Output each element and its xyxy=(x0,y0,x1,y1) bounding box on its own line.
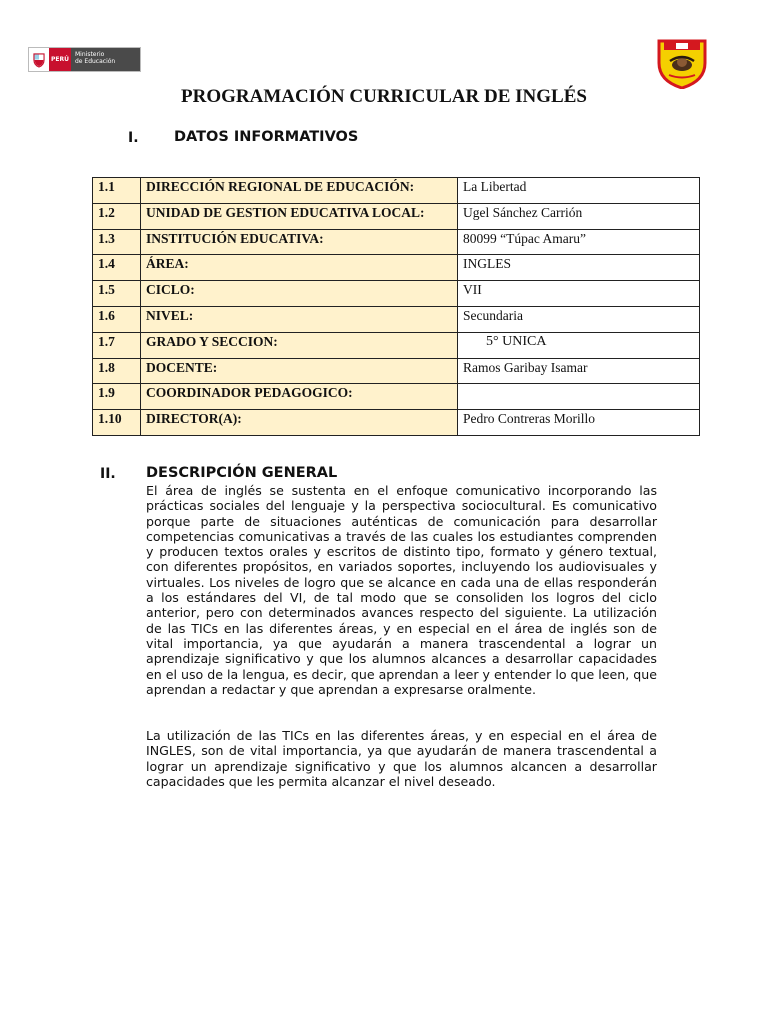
row-number: 1.1 xyxy=(93,178,141,204)
minedu-name xyxy=(71,48,140,71)
row-value: 5° UNICA xyxy=(458,332,700,358)
info-table xyxy=(92,177,700,436)
table-row xyxy=(93,229,700,255)
row-number: 1.6 xyxy=(93,306,141,332)
row-number: 1.5 xyxy=(93,281,141,307)
row-number: 1.9 xyxy=(93,384,141,410)
row-label: UNIDAD DE GESTION EDUCATIVA LOCAL: xyxy=(141,203,458,229)
table-row xyxy=(93,384,700,410)
row-label: DIRECTOR(A): xyxy=(141,410,458,436)
row-value: Pedro Contreras Morillo xyxy=(458,410,700,436)
row-label: ÁREA: xyxy=(141,255,458,281)
row-value: Ramos Garibay Isamar xyxy=(458,358,700,384)
section-2-number: II. xyxy=(100,466,116,482)
minedu-logo xyxy=(28,47,141,72)
row-label: INSTITUCIÓN EDUCATIVA: xyxy=(141,229,458,255)
table-row xyxy=(93,332,700,358)
table-row xyxy=(93,281,700,307)
row-number: 1.7 xyxy=(93,332,141,358)
row-label: DOCENTE: xyxy=(141,358,458,384)
peru-coat-of-arms-icon xyxy=(29,48,49,71)
row-value: La Libertad xyxy=(458,178,700,204)
row-number: 1.10 xyxy=(93,410,141,436)
row-label: NIVEL: xyxy=(141,306,458,332)
row-number: 1.8 xyxy=(93,358,141,384)
section-1-heading: DATOS INFORMATIVOS xyxy=(174,129,359,145)
row-value: VII xyxy=(458,281,700,307)
row-label: COORDINADOR PEDAGOGICO: xyxy=(141,384,458,410)
row-number: 1.3 xyxy=(93,229,141,255)
row-label: CICLO: xyxy=(141,281,458,307)
row-number: 1.2 xyxy=(93,203,141,229)
description-paragraph-2: La utilización de las TICs en las diferentes áreas, y en especial en el área de INGLES, son de vital importancia, ya que ayudarán de manera trascendental a lograr un aprendizaje significativo y que los alumnos alcancen a desarrollar capacidades que les permita alcanzar el nivel deseado. xyxy=(146,728,657,789)
row-value: Ugel Sánchez Carrión xyxy=(458,203,700,229)
section-1-number: I. xyxy=(128,130,139,146)
table-row xyxy=(93,306,700,332)
row-value xyxy=(458,384,700,410)
description-paragraph-1: El área de inglés se sustenta en el enfoque comunicativo incorporando las prácticas sociales del lenguaje y la perspectiva sociocultural. Es comunicativo porque parte de situaciones auténticas de comunicación para desarrollar competencias comunicativas a través de las cuales los estudiantes comprenden y producen textos orales y escritos de distinto tipo, formato y género textual, con diferentes propósitos, en variados soportes, incluyendo los audiovisuales y virtuales. Los niveles de logro que se alcance en cada una de ellas responderán a los estándares del VI, de tal modo que se consoliden los logros del ciclo anterior, pero con determinados avances respecto del siguiente. La utilización de las TICs en las diferentes áreas, y en especial en el área de inglés son de vital importancia, ya que ayudarán a manera trascendental a lograr un aprendizaje significativo y que los alumnos alcances a desarrollar capacidades en el uso de la lengua, es decir, que aprendan a leer y entender lo que leen, que aprendan a redactar y que aprendan a expresarse oralmente. xyxy=(146,483,657,697)
row-number: 1.4 xyxy=(93,255,141,281)
row-label: GRADO Y SECCION: xyxy=(141,332,458,358)
school-crest-logo xyxy=(655,37,709,89)
row-value: 80099 “Túpac Amaru” xyxy=(458,229,700,255)
row-label: DIRECCIÓN REGIONAL DE EDUCACIÓN: xyxy=(141,178,458,204)
table-row xyxy=(93,255,700,281)
document-title: PROGRAMACIÓN CURRICULAR DE INGLÉS xyxy=(181,86,587,107)
table-row xyxy=(93,410,700,436)
row-value: Secundaria xyxy=(458,306,700,332)
table-row xyxy=(93,203,700,229)
minedu-name-line1: Ministerio xyxy=(75,51,105,58)
table-row xyxy=(93,178,700,204)
minedu-name-line2: de Educación xyxy=(75,58,116,65)
row-value: INGLES xyxy=(458,255,700,281)
section-2-heading: DESCRIPCIÓN GENERAL xyxy=(146,465,338,481)
minedu-country: PERÚ xyxy=(49,48,71,71)
table-row xyxy=(93,358,700,384)
